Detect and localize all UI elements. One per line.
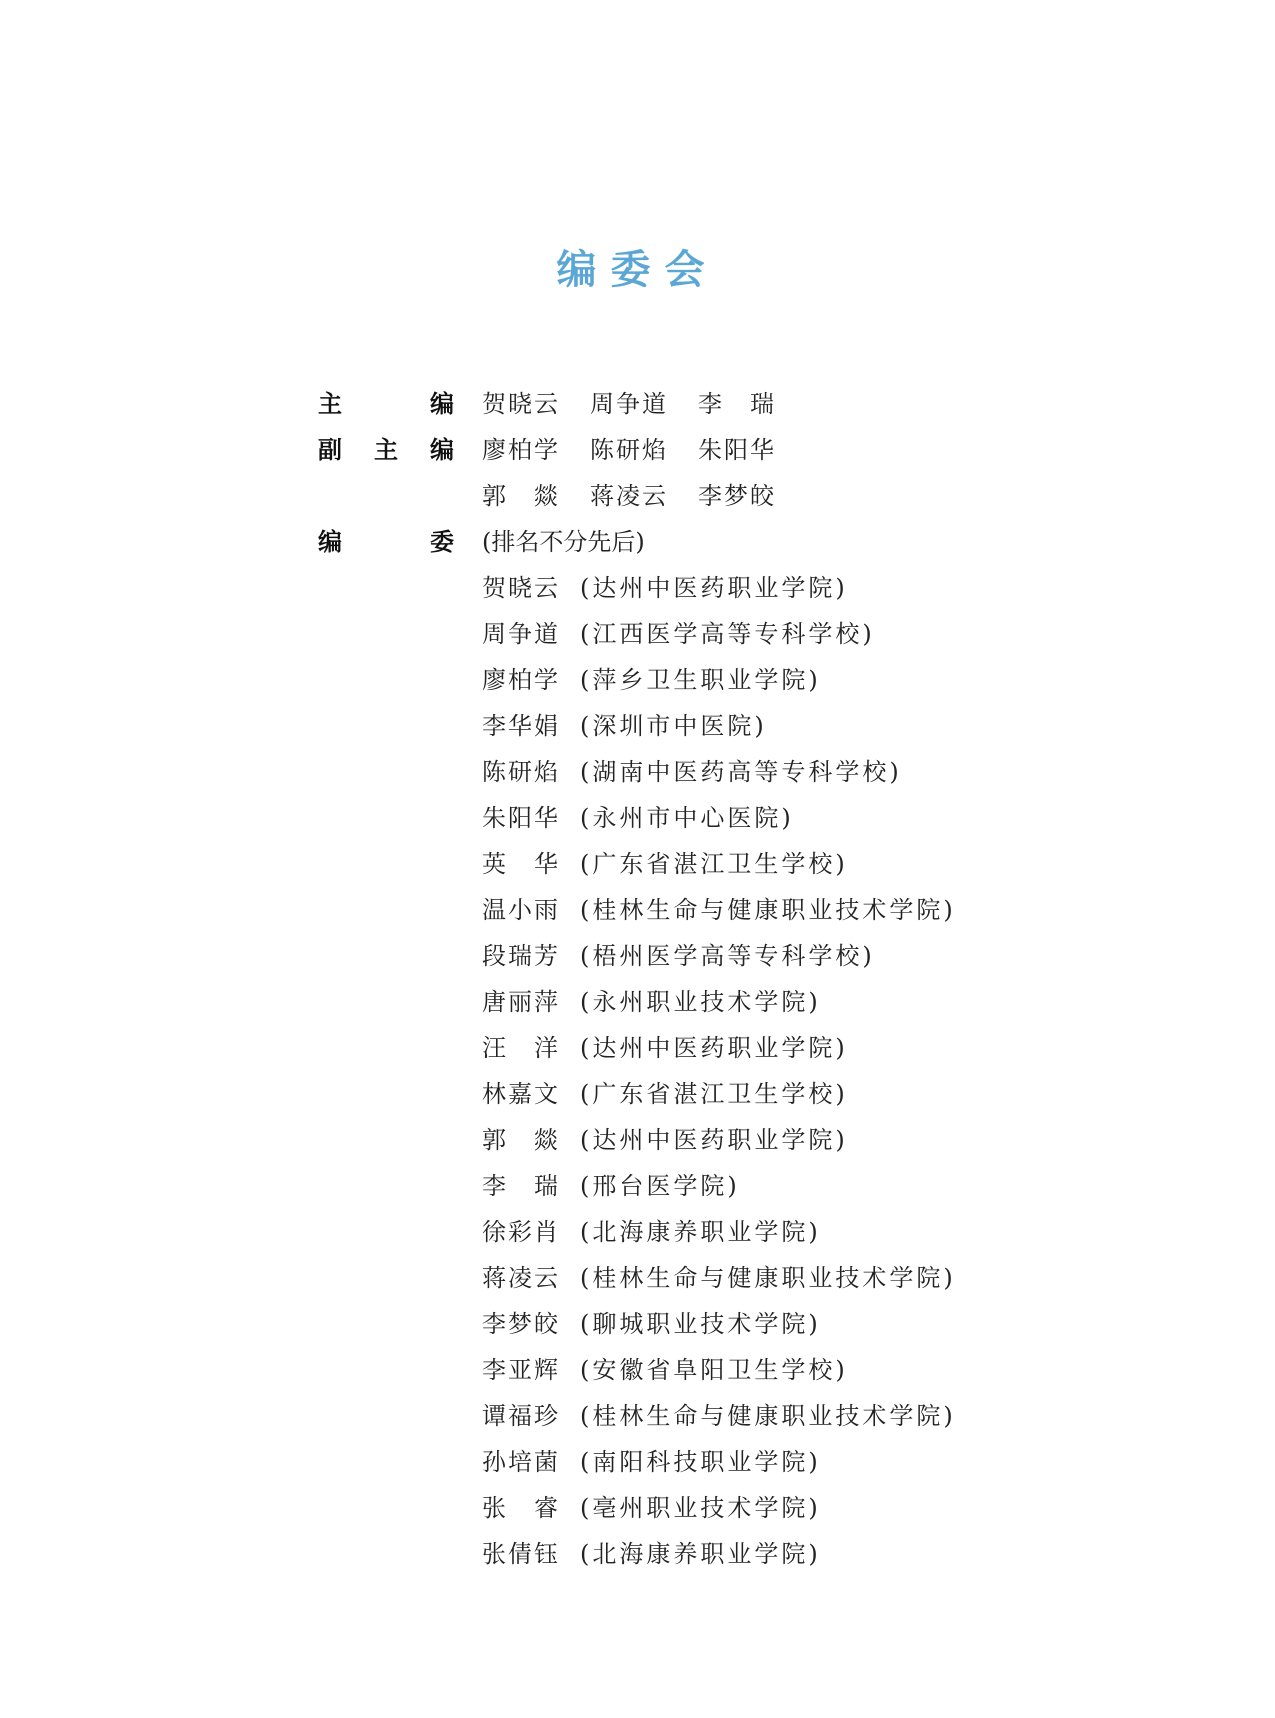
member-institution: (永州市中心医院) <box>580 804 794 832</box>
member-institution: (达州中医药职业学院) <box>580 574 848 602</box>
list-item <box>318 1393 1118 1439</box>
deputy-editor-name: 朱阳华 <box>698 436 776 464</box>
member-institution: (达州中医药职业学院) <box>580 1126 848 1154</box>
member-name: 廖柏学 <box>482 666 560 694</box>
member-name: 周争道 <box>482 620 560 648</box>
member-institution: (安徽省阜阳卫生学校) <box>580 1356 848 1384</box>
list-item <box>318 979 1118 1025</box>
member-institution: (萍乡卫生职业学院) <box>580 666 821 694</box>
member-name: 张 睿 <box>482 1494 560 1522</box>
member-institution: (广东省湛江卫生学校) <box>580 1080 848 1108</box>
member-name: 汪 洋 <box>482 1034 560 1062</box>
member-institution: (湖南中医药高等专科学校) <box>580 758 902 786</box>
list-item <box>318 1485 1118 1531</box>
member-institution: (亳州职业技术学院) <box>580 1494 821 1522</box>
member-institution: (桂林生命与健康职业技术学院) <box>580 1402 956 1430</box>
member-name: 徐彩肖 <box>482 1218 560 1246</box>
list-item <box>318 749 1118 795</box>
member-institution: (北海康养职业学院) <box>580 1218 821 1246</box>
list-item <box>318 1071 1118 1117</box>
member-name: 李 瑞 <box>482 1172 560 1200</box>
list-item <box>318 933 1118 979</box>
editorial-board <box>318 381 1118 1577</box>
deputy-editor-names <box>482 473 806 519</box>
list-item <box>318 1117 1118 1163</box>
member-institution: (永州职业技术学院) <box>580 988 821 1016</box>
list-item <box>318 657 1118 703</box>
member-name: 朱阳华 <box>482 804 560 832</box>
list-item <box>318 611 1118 657</box>
member-name: 郭 燚 <box>482 1126 560 1154</box>
chief-editor-name: 周争道 <box>590 390 668 418</box>
deputy-editor-row <box>318 427 1118 473</box>
member-name: 张倩钰 <box>482 1540 560 1568</box>
deputy-editor-names <box>482 427 806 473</box>
list-item <box>318 1025 1118 1071</box>
member-institution: (梧州医学高等专科学校) <box>580 942 875 970</box>
committee-label: 编 委 <box>318 528 454 556</box>
member-institution: (聊城职业技术学院) <box>580 1310 821 1338</box>
member-institution: (桂林生命与健康职业技术学院) <box>580 1264 956 1292</box>
list-item <box>318 703 1118 749</box>
member-name: 温小雨 <box>482 896 560 924</box>
member-name: 蒋凌云 <box>482 1264 560 1292</box>
chief-editor-row <box>318 381 1118 427</box>
deputy-editor-name: 陈研焰 <box>590 436 668 464</box>
member-name: 谭福珍 <box>482 1402 560 1430</box>
list-item <box>318 1347 1118 1393</box>
chief-editor-name: 李 瑞 <box>698 390 776 418</box>
member-institution: (邢台医学院) <box>580 1172 740 1200</box>
member-institution: (南阳科技职业学院) <box>580 1448 821 1476</box>
chief-editor-names <box>482 381 806 427</box>
member-name: 唐丽萍 <box>482 988 560 1016</box>
deputy-editor-name: 廖柏学 <box>482 436 560 464</box>
member-name: 李华娟 <box>482 712 560 740</box>
deputy-editor-label: 副 主 编 <box>318 436 454 464</box>
list-item <box>318 1531 1118 1577</box>
member-institution: (深圳市中医院) <box>580 712 767 740</box>
committee-row <box>318 519 1118 565</box>
list-item <box>318 887 1118 933</box>
member-name: 孙培菌 <box>482 1448 560 1476</box>
deputy-editor-name: 李梦皎 <box>698 482 776 510</box>
member-institution: (广东省湛江卫生学校) <box>580 850 848 878</box>
member-name: 贺晓云 <box>482 574 560 602</box>
list-item <box>318 565 1118 611</box>
member-name: 英 华 <box>482 850 560 878</box>
member-institution: (北海康养职业学院) <box>580 1540 821 1568</box>
chief-editor-label: 主 编 <box>318 390 454 418</box>
member-name: 林嘉文 <box>482 1080 560 1108</box>
committee-member-list <box>318 565 1118 1577</box>
list-item <box>318 1439 1118 1485</box>
member-institution: (达州中医药职业学院) <box>580 1034 848 1062</box>
member-institution: (江西医学高等专科学校) <box>580 620 875 648</box>
deputy-editor-name: 郭 燚 <box>482 482 560 510</box>
list-item <box>318 841 1118 887</box>
list-item <box>318 1301 1118 1347</box>
member-institution: (桂林生命与健康职业技术学院) <box>580 896 956 924</box>
member-name: 陈研焰 <box>482 758 560 786</box>
member-name: 李梦皎 <box>482 1310 560 1338</box>
member-name: 李亚辉 <box>482 1356 560 1384</box>
list-item <box>318 1209 1118 1255</box>
list-item <box>318 1163 1118 1209</box>
chief-editor-name: 贺晓云 <box>482 390 560 418</box>
deputy-editor-row-2 <box>318 473 1118 519</box>
list-item <box>318 795 1118 841</box>
list-item <box>318 1255 1118 1301</box>
committee-order-note: (排名不分先后) <box>482 528 645 556</box>
member-name: 段瑞芳 <box>482 942 560 970</box>
page-title: 编委会 <box>556 246 719 293</box>
deputy-editor-name: 蒋凌云 <box>590 482 668 510</box>
